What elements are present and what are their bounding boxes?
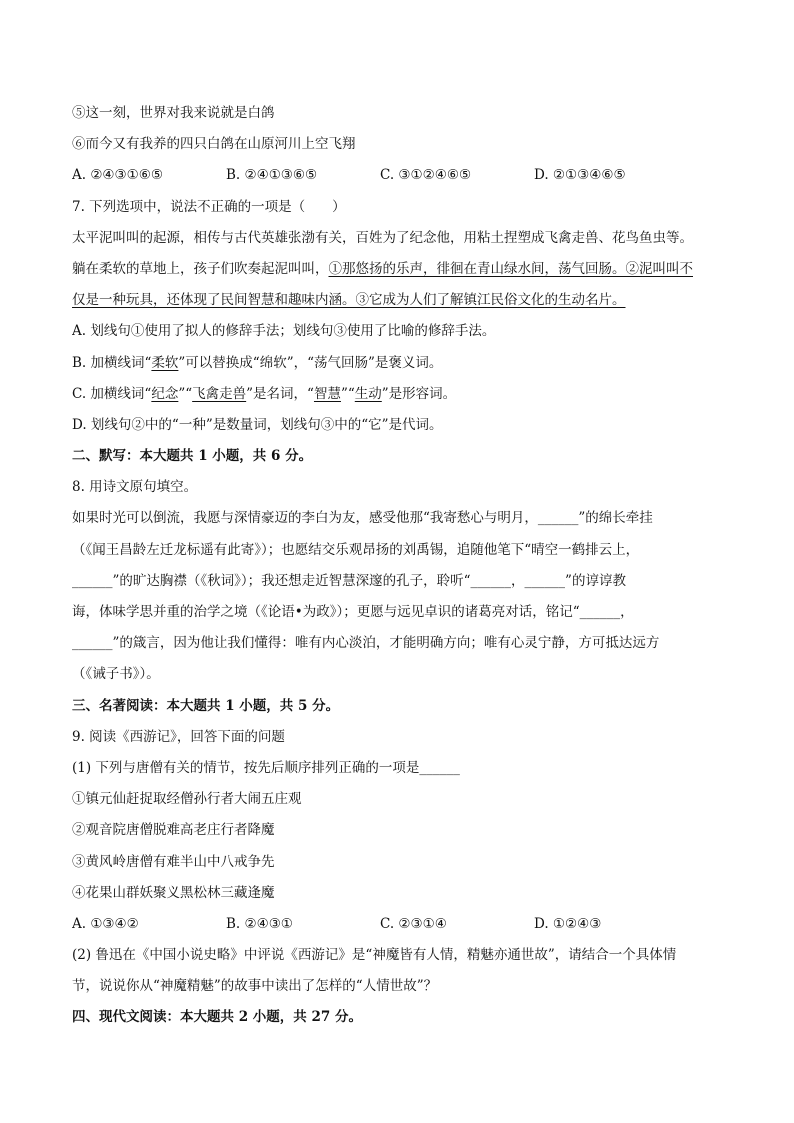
q9-stem: 9. 阅读《西游记》，回答下面的问题 bbox=[72, 728, 285, 745]
q6-option-b: B. ②④①③⑥⑤ bbox=[226, 167, 318, 184]
q7-underlined-word: 飞禽走兽 bbox=[192, 385, 247, 402]
q7-underlined-word: 智慧 bbox=[313, 385, 341, 402]
q7-option-d: D. 划线句②中的“一种”是数量词，划线句③中的“它”是代词。 bbox=[72, 416, 443, 433]
q7-underlined-word: 纪念 bbox=[151, 385, 179, 402]
q6-line-5: ⑤这一刻，世界对我来说就是白鸽 bbox=[72, 105, 275, 121]
q6-options bbox=[72, 163, 720, 194]
q6-line-6: ⑥而今又有我养的四只白鸽在山原河川上空飞翔 bbox=[72, 136, 356, 153]
q9-option-a: A. ①③④② bbox=[72, 915, 139, 932]
q7-stem: 7. 下列选项中，说法不正确的一项是（ ） bbox=[72, 198, 346, 215]
q9-sub-question-2-line-1: (2) 鲁迅在《中国小说史略》中评说《西游记》是“神魔皆有人情，精魅亦通世故”，请结合一个具体情 bbox=[72, 947, 677, 964]
q9-options bbox=[72, 912, 720, 943]
q7-underlined-word: 柔软 bbox=[151, 354, 179, 371]
q8-stem: 8. 用诗文原句填空。 bbox=[72, 479, 198, 496]
q7-underlined-word: 生动 bbox=[354, 385, 382, 402]
q9-option-b: B. ②④③① bbox=[226, 915, 293, 932]
q9-sub-question-1: (1) 下列与唐僧有关的情节，按先后顺序排列正确的一项是______ bbox=[72, 759, 460, 776]
q7-option-c bbox=[72, 382, 720, 413]
q7-option-a: A. 划线句①使用了拟人的修辞手法；划线句③使用了比喻的修辞手法。 bbox=[72, 323, 496, 340]
q9-sub-question-2-line-2: 节，说说你从“神魔精魅”的故事中读出了怎样的“人情世故”？ bbox=[72, 978, 438, 995]
q7-passage-plain: 躺在柔软的草地上，孩子们吹奏起泥叫叫， bbox=[72, 260, 329, 277]
q8-line-4: 诲，体味学思并重的治学之境（《论语•为政》）；更愿与远见卓识的诸葛亮对话，铭记“______， bbox=[72, 604, 634, 620]
q7-option-c-text: ”是名词，“ bbox=[246, 385, 314, 402]
q8-line-3: ______”的旷达胸襟（《秋词》）；我还想走近智慧深邃的孔子，聆听“______，______”的谆谆教 bbox=[72, 572, 626, 589]
q7-option-b-rest: ”可以替换成“绵软”，“荡气回肠”是褒义词。 bbox=[178, 354, 443, 371]
section-3-heading: 三、名著阅读：本大题共 1 小题，共 5 分。 bbox=[72, 697, 340, 714]
q9-item-4: ④花果山群妖聚义黑松林三藏逢魔 bbox=[72, 884, 275, 901]
q7-option-b bbox=[72, 351, 720, 382]
q7-option-c-prefix: C. 加横线词“ bbox=[72, 385, 152, 402]
q6-option-a: A. ②④③①⑥⑤ bbox=[72, 167, 163, 184]
q7-option-c-rest: ”是形容词。 bbox=[381, 385, 457, 402]
q8-line-1: 如果时光可以倒流，我愿与深情豪迈的李白为友，感受他那“我寄愁心与明月，______”的绵长牵挂 bbox=[72, 510, 653, 527]
q7-underlined-sentence-1: ①那悠扬的乐声，徘徊在青山绿水间，荡气回肠。②泥叫叫不 bbox=[328, 260, 693, 277]
section-2-heading: 二、默写：本大题共 1 小题，共 6 分。 bbox=[72, 448, 313, 465]
q9-option-c: C. ②③①④ bbox=[380, 915, 447, 932]
q7-option-b-prefix: B. 加横线词“ bbox=[72, 354, 152, 371]
q7-underlined-sentence-2: 仅是一种玩具，还体现了民间智慧和趣味内涵。③它成为人们了解镇江民俗文化的生动名片。 bbox=[72, 292, 626, 309]
q9-item-1: ①镇元仙赶捉取经僧孙行者大闹五庄观 bbox=[72, 791, 302, 808]
q8-line-5: ______”的箴言，因为他让我们懂得：唯有内心淡泊，才能明确方向；唯有心灵宁静，方可抵达远方 bbox=[72, 635, 660, 652]
q6-option-d: D. ②①③④⑥⑤ bbox=[534, 167, 626, 184]
q7-option-c-text: ”“ bbox=[178, 385, 193, 402]
q6-option-c: C. ③①②④⑥⑤ bbox=[380, 167, 472, 184]
q7-passage-line-3 bbox=[72, 288, 720, 319]
exam-content bbox=[72, 101, 720, 1037]
q7-option-c-text: ”“ bbox=[340, 385, 355, 402]
section-4-heading: 四、现代文阅读：本大题共 2 小题，共 27 分。 bbox=[72, 1009, 362, 1026]
q7-passage-line-2 bbox=[72, 257, 720, 288]
q9-item-3: ③黄风岭唐僧有难半山中八戒争先 bbox=[72, 853, 275, 870]
q7-passage-line-1: 太平泥叫叫的起源，相传与古代英雄张渤有关，百姓为了纪念他，用粘土捏塑成飞禽走兽、花鸟鱼虫等。 bbox=[72, 229, 693, 246]
q9-option-d: D. ①②④③ bbox=[534, 915, 602, 932]
q9-item-2: ②观音院唐僧脱难高老庄行者降魔 bbox=[72, 822, 275, 839]
q8-line-6: （《诫子书》）。 bbox=[72, 666, 160, 683]
q8-line-2: （《闻王昌龄左迁龙标遥有此寄》）；也愿结交乐观昂扬的刘禹锡，追随他笔下“晴空一鹤排云上， bbox=[72, 541, 640, 558]
